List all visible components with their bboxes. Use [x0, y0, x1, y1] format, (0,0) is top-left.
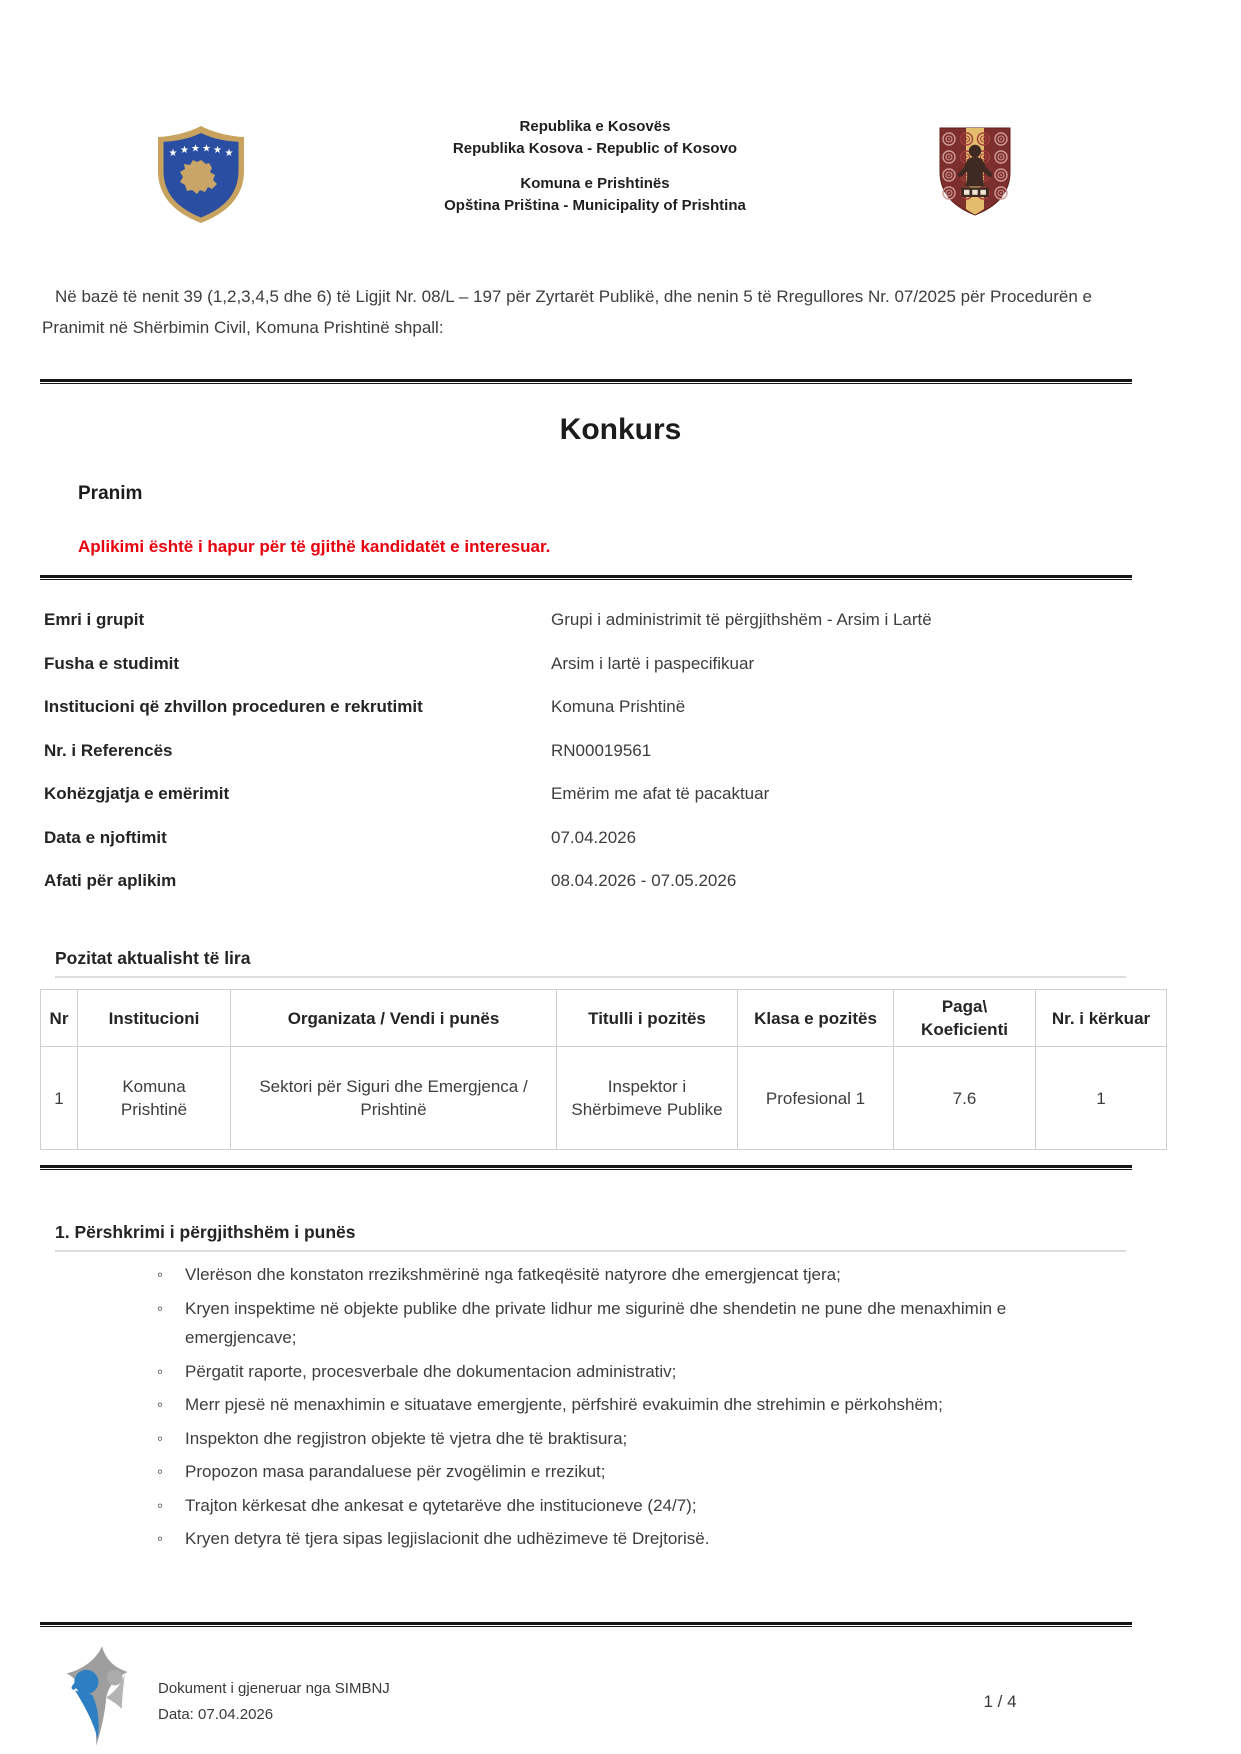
- divider: [40, 379, 1132, 384]
- footer-date: Data: 07.04.2026: [158, 1706, 274, 1723]
- cell-title: Inspektor i Shërbimeve Publike: [557, 1047, 738, 1150]
- detail-label: Institucioni që zhvillon proceduren e rekrutimit: [44, 697, 423, 716]
- job-description-heading: 1. Përshkrimi i përgjithshëm i punës: [55, 1222, 356, 1242]
- detail-label: Afati për aplikim: [44, 871, 177, 890]
- footer-generated-by: Dokument i gjeneruar nga SIMBNJ: [158, 1680, 390, 1697]
- detail-label: Fusha e studimit: [44, 653, 180, 673]
- col-header-nr: Nr: [41, 990, 78, 1047]
- duty-item: ◦ Inspekton dhe regjistron objekte të vjetra dhe të braktisura;: [145, 1424, 1085, 1454]
- detail-value: Komuna Prishtinë: [551, 697, 686, 716]
- cell-class: Profesional 1: [738, 1047, 894, 1150]
- cell-requested: 1: [1036, 1047, 1167, 1150]
- duty-item: ◦ Propozon masa parandaluese për zvogëlimin e rrezikut;: [145, 1457, 1085, 1487]
- legal-intro-paragraph: Në bazë të nenit 39 (1,2,3,4,5 dhe 6) të Ligjit Nr. 08/L – 197 për Zyrtarët Publikë, dhe nenin 5 të Rregullores Nr. 07/2025 për Procedurën e Pranimit në Shërbimin Civil, Komuna Prishtinë shpall:: [42, 287, 1093, 337]
- detail-value: Emërim me afat të pacaktuar: [551, 784, 770, 803]
- svg-text:★: ★: [202, 143, 211, 155]
- cell-salary: 7.6: [894, 1047, 1036, 1150]
- positions-table: [40, 989, 1167, 1150]
- table-header-row: [41, 990, 1167, 1047]
- svg-text:★: ★: [180, 145, 189, 156]
- col-header-requested: Nr. i kërkuar: [1036, 990, 1167, 1047]
- header-line-municipality-intl: Opština Priština - Municipality of Prishtina: [444, 197, 746, 214]
- kosovo-emblem-icon: [152, 124, 250, 229]
- col-header-institution: Institucioni: [78, 990, 231, 1047]
- header-line-republic-sq: Republika e Kosovës: [519, 118, 671, 135]
- svg-text:★: ★: [213, 145, 222, 156]
- page-title: Konkurs: [559, 413, 682, 446]
- svg-text:★: ★: [224, 148, 234, 159]
- detail-value: Grupi i administrimit të përgjithshëm - Arsim i Lartë: [551, 610, 932, 629]
- col-header-salary: Paga\ Koeficienti: [894, 990, 1036, 1047]
- col-header-class: Klasa e pozitës: [738, 990, 894, 1047]
- detail-value: RN00019561: [551, 740, 652, 760]
- header-institution-text: [250, 116, 940, 217]
- detail-row: [44, 607, 1144, 634]
- positions-section-heading: Pozitat aktualisht të lira: [55, 948, 251, 968]
- col-header-title: Titulli i pozitës: [557, 990, 738, 1047]
- duty-item: ◦ Vlerëson dhe konstaton rrezikshmërinë nga fatkeqësitë natyrore dhe emergjencat tjera;: [145, 1260, 1085, 1290]
- page-number: 1 / 4: [983, 1692, 1017, 1711]
- detail-row: [44, 781, 1144, 808]
- duty-item: ◦ Trajton kërkesat dhe ankesat e qytetarëve dhe institucioneve (24/7);: [145, 1491, 1085, 1521]
- subtitle-pranim: Pranim: [78, 483, 143, 504]
- cell-institution: Komuna Prishtinë: [78, 1047, 231, 1150]
- svg-text:★: ★: [191, 143, 200, 155]
- detail-value: 07.04.2026: [551, 827, 637, 847]
- vacancy-details: [44, 607, 1144, 912]
- duty-item: ◦ Kryen inspektime në objekte publike dhe private lidhur me sigurinë dhe shendetin ne pune dhe menaxhimin e emergjencave;: [145, 1294, 1085, 1353]
- detail-label: Emri i grupit: [44, 610, 145, 629]
- header-line-municipality-sq: Komuna e Prishtinës: [520, 175, 670, 192]
- divider: [40, 1165, 1132, 1170]
- detail-value: Arsim i lartë i paspecifikuar: [551, 653, 755, 673]
- open-application-notice: Aplikimi është i hapur për të gjithë kandidatët e interesuar.: [78, 537, 551, 556]
- detail-row: [44, 825, 1144, 852]
- detail-row: [44, 738, 1144, 765]
- table-row: [41, 1047, 1167, 1150]
- svg-text:★: ★: [168, 148, 178, 159]
- heading-underline: [55, 976, 1126, 978]
- detail-row: [44, 694, 1144, 721]
- heading-underline: [55, 1250, 1126, 1252]
- header-line-republic-intl: Republika Kosova - Republic of Kosovo: [452, 140, 738, 157]
- cell-nr: 1: [41, 1047, 78, 1150]
- duty-item: ◦ Përgatit raporte, procesverbale dhe dokumentacion administrativ;: [145, 1357, 1085, 1387]
- prishtina-coat-of-arms-icon: [936, 122, 1014, 223]
- detail-label: Nr. i Referencës: [44, 740, 173, 760]
- footer-divider: [40, 1622, 1132, 1627]
- detail-value: 08.04.2026 - 07.05.2026: [551, 871, 737, 890]
- detail-row: [44, 651, 1144, 678]
- cell-organization: Sektori për Siguri dhe Emergjenca / Prishtinë: [231, 1047, 557, 1150]
- detail-label: Kohëzgjatja e emërimit: [44, 784, 230, 803]
- divider: [40, 575, 1132, 580]
- detail-label: Data e njoftimit: [44, 827, 167, 847]
- simbnj-logo-icon: [58, 1645, 146, 1754]
- duty-item: ◦ Kryen detyra të tjera sipas legjislacionit dhe udhëzimeve të Drejtorisë.: [145, 1524, 1085, 1554]
- footer-generated-info: [158, 1676, 390, 1728]
- job-duties-list: [145, 1260, 1085, 1558]
- duty-item: ◦ Merr pjesë në menaxhimin e situatave emergjente, përfshirë evakuimin dhe strehimin e përkohshëm;: [145, 1390, 1085, 1420]
- col-header-organization: Organizata / Vendi i punës: [231, 990, 557, 1047]
- detail-row: [44, 868, 1144, 895]
